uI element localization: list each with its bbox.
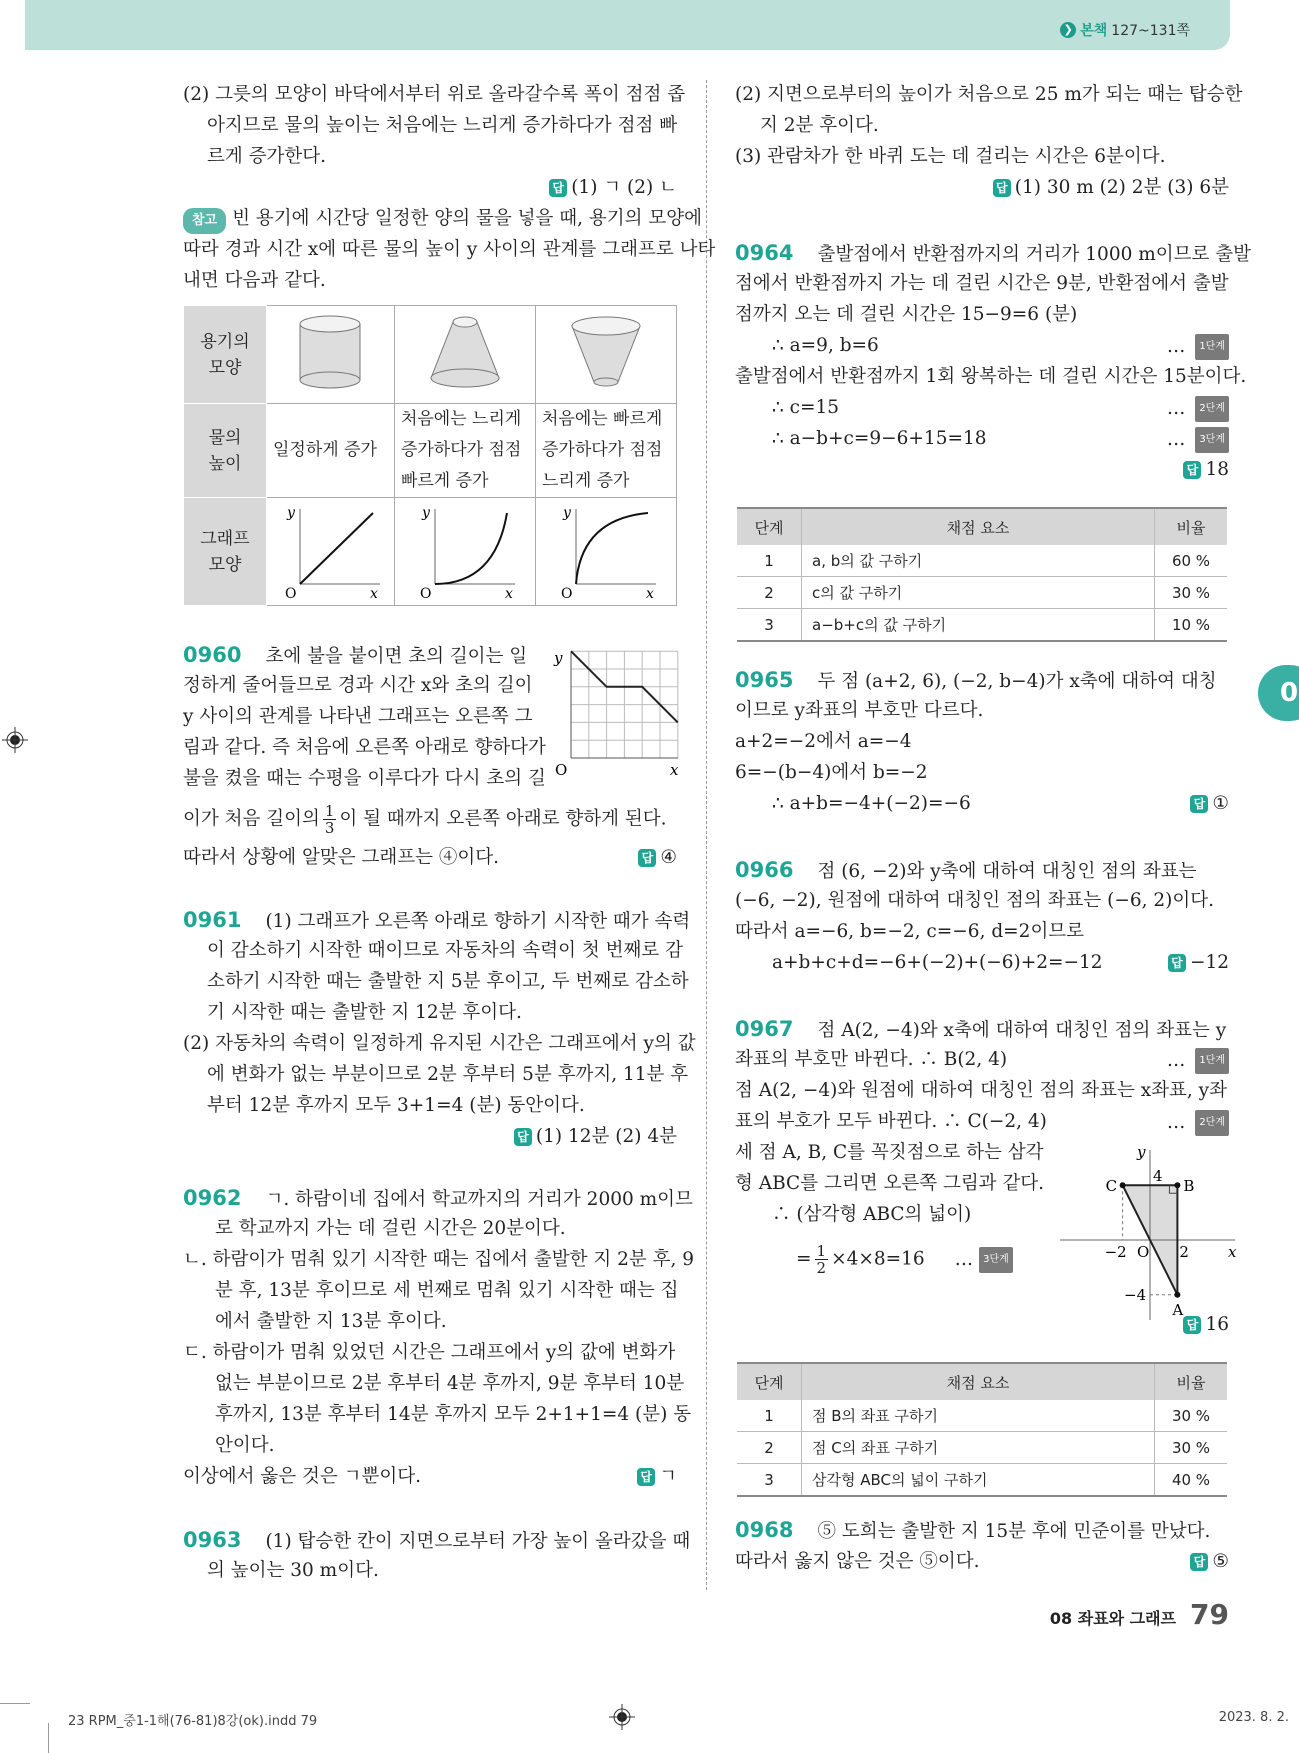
text-line: 0967 점 A(2, −4)와 x축에 대하여 대칭인 점의 좌표는 y <box>735 1017 1227 1041</box>
text-line: 0968 ⑤ 도희는 출발한 지 15분 후에 민준이를 만났다. <box>735 1518 1211 1542</box>
answer-0967: 답 16 <box>1183 1313 1229 1337</box>
note-line: 따라 경과 시간 x에 따른 물의 높이 y 사이의 관계를 그래프로 나타 <box>183 239 716 260</box>
text-line: a+b+c+d=−6+(−2)+(−6)+2=−12 <box>772 952 1103 973</box>
text-line: 안이다. <box>215 1435 275 1456</box>
text-line: ∴ a=9, b=6 <box>772 335 879 356</box>
svg-text:x: x <box>670 761 679 779</box>
text-line: 0962 ㄱ. 하람이네 집에서 학교까지의 거리가 2000 m이므 <box>183 1186 693 1210</box>
scoring-table-0964: 단계 채점 요소 비율 1 a, b의 값 구하기 60 % 2 c의 값 구하기 30 % 3 a−b+c의 값 구하기 10 % <box>737 507 1227 642</box>
height-description: 처음에는 빠르게 증가하다가 점점 느리게 증가 <box>535 404 676 498</box>
text-line: 0964 출발점에서 반환점까지의 거리가 1000 m이므로 출발 <box>735 241 1252 265</box>
trim-mark <box>48 1723 49 1753</box>
text-line: 6=−(b−4)에서 b=−2 <box>735 762 928 783</box>
reference-pages <box>1060 20 1190 40</box>
text-line: 에서 출발한 지 13분 후이다. <box>215 1311 447 1332</box>
tick-y-neg: −4 <box>1124 1285 1147 1304</box>
text-line: 형 ABC를 그리면 오른쪽 그림과 같다. <box>735 1173 1045 1194</box>
triangle-abc-graph <box>1060 1145 1240 1325</box>
note-line <box>183 207 702 234</box>
problem-number: 0967 <box>735 1017 794 1041</box>
page-footer <box>1050 1598 1229 1631</box>
svg-text:x: x <box>370 586 379 599</box>
chapter-title: 08 좌표와 그래프 <box>1049 1609 1177 1628</box>
cone-vessel-image <box>394 306 535 404</box>
problem-number: 0962 <box>183 1186 242 1210</box>
height-description: 일정하게 증가 <box>267 404 395 498</box>
label-c: C <box>1105 1177 1118 1196</box>
text-line: 0963 (1) 탑승한 칸이 지면으로부터 가장 높이 올라갔을 때 <box>183 1528 691 1552</box>
text-line-with-fraction: 이가 처음 길이의 $\frac{1}{3}$ 이 될 때까지 오른쪽 아래로 향하게 된다. <box>183 802 667 837</box>
step-marker: … 2단계 <box>1167 396 1229 422</box>
label-b: B <box>1183 1177 1195 1196</box>
row-header: 용기의 모양 <box>184 306 267 404</box>
text-line: 점까지 오는 데 걸린 시간은 15−9=6 (분) <box>735 304 1078 325</box>
trim-mark <box>0 1703 30 1704</box>
label-y: y <box>1137 1145 1146 1161</box>
note-line: 내면 다음과 같다. <box>183 270 326 291</box>
vertex-A <box>1174 1292 1180 1298</box>
text-line: 기 시작한 때는 출발한 지 12분 후이다. <box>207 1002 522 1023</box>
tick-x-pos: 2 <box>1179 1243 1189 1261</box>
text-line: 이므로 y좌표의 부호만 다르다. <box>735 700 984 721</box>
text-line: ㄷ. 하람이가 멈춰 있었던 시간은 그래프에서 y의 값에 변화가 <box>183 1342 676 1363</box>
inverted-cone-vessel-image <box>535 306 676 404</box>
text-line: (2) 그릇의 모양이 바닥에서부터 위로 올라갈수록 폭이 점점 좁 <box>183 84 686 105</box>
text-line: 불을 켰을 때는 수평을 이루다가 다시 초의 길 <box>183 768 546 789</box>
text-line: ∴ c=15 <box>772 397 840 418</box>
answer-0959 <box>549 176 677 200</box>
column-divider <box>706 80 707 1590</box>
text-line: a+2=−2에서 a=−4 <box>735 731 912 752</box>
text-line: 0965 두 점 (a+2, 6), (−2, b−4)가 x축에 대하여 대칭 <box>735 668 1217 692</box>
answer-0966: 답 −12 <box>1168 951 1229 975</box>
text-line: (3) 관람차가 한 바퀴 도는 데 걸리는 시간은 6분이다. <box>735 146 1166 167</box>
text-line: 이상에서 옳은 것은 ㄱ뿐이다. <box>183 1466 421 1487</box>
label-x: x <box>1228 1243 1237 1261</box>
table-row: 3 삼각형 ABC의 넓이 구하기 40 % <box>737 1464 1227 1497</box>
tick-y-pos: 4 <box>1153 1167 1163 1186</box>
answer-0961: 답 (1) 12분 (2) 4분 <box>514 1125 677 1149</box>
text-line: 림과 같다. 즉 처음에 오른쪽 아래로 향하다가 <box>183 737 546 758</box>
text-line: 에 변화가 없는 부분이므로 2분 후부터 5분 후까지, 11분 후 <box>207 1064 689 1085</box>
text-line: ∴ (삼각형 ABC의 넓이) <box>772 1204 972 1225</box>
answer-0964: 답 18 <box>1183 458 1229 482</box>
text-line: ∴ a+b=−4+(−2)=−6 <box>772 793 971 814</box>
answer-0965: 답 ① <box>1190 792 1229 816</box>
note-badge: 참고 <box>183 208 226 234</box>
convex-graph <box>394 498 535 606</box>
text-line: 정하게 줄어들므로 경과 시간 x와 초의 길이 <box>183 675 533 696</box>
table-row: 1 점 B의 좌표 구하기 30 % <box>737 1400 1227 1432</box>
problem-number: 0968 <box>735 1518 794 1542</box>
answer-0968: 답 ⑤ <box>1190 1550 1229 1574</box>
text-line: 의 높이는 30 m이다. <box>207 1560 379 1581</box>
svg-text:y: y <box>421 505 430 521</box>
text-line: 따라서 a=−6, b=−2, c=−6, d=2이므로 <box>735 921 1085 942</box>
text-line: 이 감소하기 시작한 때이므로 자동차의 속력이 첫 번째로 감 <box>207 940 683 961</box>
text-line: 부터 12분 후까지 모두 3+1=4 (분) 동안이다. <box>207 1095 585 1116</box>
svg-text:O: O <box>419 586 432 599</box>
chevron-right-icon: ❯ <box>1060 22 1076 38</box>
answer-badge: 답 <box>549 179 567 197</box>
row-header: 그래프 모양 <box>184 498 267 606</box>
scoring-table-0967: 단계 채점 요소 비율 1 점 B의 좌표 구하기 30 % 2 점 C의 좌표 구하기 30 % 3 삼각형 ABC의 넓이 구하기 40 % <box>737 1362 1227 1497</box>
cylinder-vessel-image <box>267 306 395 404</box>
problem-number: 0963 <box>183 1528 242 1552</box>
text-line: 출발점에서 반환점까지 1회 왕복하는 데 걸린 시간은 15분이다. <box>735 366 1247 387</box>
area-formula: = $\frac{1}{2}$ ×4×8=16 … 3단계 <box>796 1243 1013 1276</box>
svg-text:y: y <box>287 505 296 521</box>
problem-number: 0964 <box>735 241 794 265</box>
text-line: 소하기 시작한 때는 출발한 지 5분 후이고, 두 번째로 감소하 <box>207 971 689 992</box>
problem-number: 0965 <box>735 668 794 692</box>
label-origin: O <box>1137 1243 1150 1261</box>
row-header: 물의 높이 <box>184 404 267 498</box>
answer-0963: 답 (1) 30 m (2) 2분 (3) 6분 <box>993 176 1229 200</box>
svg-text:y: y <box>554 649 563 667</box>
svg-text:y: y <box>562 505 571 521</box>
answer-text: (1) ㄱ (2) ㄴ <box>571 177 677 198</box>
fraction: $\frac{1}{3}$ <box>324 802 335 837</box>
label-a: A <box>1172 1300 1184 1319</box>
text-line: 세 점 A, B, C를 꼭짓점으로 하는 삼각 <box>735 1142 1044 1163</box>
svg-text:x: x <box>504 586 513 599</box>
text-line: 0960 초에 불을 붙이면 초의 길이는 일 <box>183 643 528 667</box>
table-row: 3 a−b+c의 값 구하기 10 % <box>737 609 1227 642</box>
vertex-B <box>1174 1182 1180 1188</box>
answer-0962: 답 ㄱ <box>637 1465 677 1489</box>
text-line: 후까지, 13분 후부터 14분 후까지 모두 2+1+1=4 (분) 동 <box>215 1404 692 1425</box>
text-line: ㄴ. 하람이가 멈춰 있기 시작한 때는 집에서 출발한 지 2분 후, 9 <box>183 1249 695 1270</box>
registration-mark-icon <box>2 727 28 753</box>
header-band <box>25 0 1230 50</box>
step-marker: … 2단계 <box>1167 1110 1229 1136</box>
height-description: 처음에는 느리게 증가하다가 점점 빠르게 증가 <box>394 404 535 498</box>
text-line: 따라서 옳지 않은 것은 ⑤이다. <box>735 1551 980 1572</box>
vertex-C <box>1120 1182 1126 1188</box>
problem-number: 0966 <box>735 858 794 882</box>
concave-graph <box>535 498 676 606</box>
svg-text:O: O <box>555 761 568 779</box>
text-line: 점에서 반환점까지 가는 데 걸린 시간은 9분, 반환점에서 출발 <box>735 273 1229 294</box>
text-line: 0966 점 (6, −2)와 y축에 대하여 대칭인 점의 좌표는 <box>735 858 1197 882</box>
svg-text:x: x <box>645 586 654 599</box>
text-line: 0961 (1) 그래프가 오른쪽 아래로 향하기 시작한 때가 속력 <box>183 908 691 932</box>
text-line: 르게 증가한다. <box>207 146 326 167</box>
linear-graph <box>267 498 395 606</box>
text-line: y 사이의 관계를 나타낸 그래프는 오른쪽 그 <box>183 706 533 727</box>
vessel-shape-table <box>183 305 677 606</box>
text-line: 표의 부호가 모두 바뀐다. ∴ C(−2, 4) <box>735 1111 1047 1132</box>
text-line: (2) 지면으로부터의 높이가 처음으로 25 m가 되는 때는 탑승한 <box>735 84 1243 105</box>
ref-pages: 127~131쪽 <box>1111 23 1190 39</box>
step-marker: … 3단계 <box>1167 427 1229 453</box>
text-line: 지 2분 후이다. <box>760 115 879 136</box>
slug-filename: 23 RPM_중1-1해(76-81)8강(ok).indd 79 <box>68 1714 318 1729</box>
step-marker: … 1단계 <box>1167 1048 1229 1074</box>
text-line: (−6, −2), 원점에 대하여 대칭인 점의 좌표는 (−6, 2)이다. <box>735 890 1214 911</box>
text-line: 좌표의 부호만 바뀐다. ∴ B(2, 4) <box>735 1049 1008 1070</box>
svg-text:O: O <box>560 586 573 599</box>
text-line: 로 학교까지 가는 데 걸린 시간은 20분이다. <box>215 1218 566 1239</box>
text-line: 따라서 상황에 알맞은 그래프는 ④이다. <box>183 847 499 868</box>
problem-number: 0961 <box>183 908 242 932</box>
ref-label: 본책 <box>1080 23 1108 39</box>
table-row: 2 점 C의 좌표 구하기 30 % <box>737 1432 1227 1464</box>
text-line: 없는 부분이므로 2분 후부터 4분 후까지, 9분 후부터 10분 <box>215 1373 685 1394</box>
table-row: 1 a, b의 값 구하기 60 % <box>737 545 1227 577</box>
page-number: 79 <box>1190 1598 1229 1631</box>
step-marker: … 1단계 <box>1167 334 1229 360</box>
registration-mark-icon <box>609 1704 635 1730</box>
svg-text:O: O <box>285 586 297 599</box>
tick-x-neg: −2 <box>1104 1243 1127 1261</box>
chapter-side-tab: 0 <box>1258 665 1299 721</box>
text-line: (2) 자동차의 속력이 일정하게 유지된 시간은 그래프에서 y의 값 <box>183 1033 696 1054</box>
text-line: 점 A(2, −4)와 원점에 대하여 대칭인 점의 좌표는 x좌표, y좌 <box>735 1080 1227 1101</box>
problem-number: 0960 <box>183 643 242 667</box>
note-text: 빈 용기에 시간당 일정한 양의 물을 넣을 때, 용기의 모양에 <box>232 208 702 229</box>
candle-length-graph <box>550 640 690 780</box>
table-row: 2 c의 값 구하기 30 % <box>737 577 1227 609</box>
text-line: ∴ a−b+c=9−6+15=18 <box>772 428 987 449</box>
slug-date: 2023. 8. 2. <box>1218 1710 1289 1725</box>
fraction: $\frac{1}{2}$ <box>816 1242 827 1277</box>
answer-0960: 답 ④ <box>638 846 677 870</box>
text-line: 분 후, 13분 후이므로 세 번째로 멈춰 있기 시작한 때는 집 <box>215 1280 679 1301</box>
text-line: 아지므로 물의 높이는 처음에는 느리게 증가하다가 점점 빠 <box>207 115 678 136</box>
